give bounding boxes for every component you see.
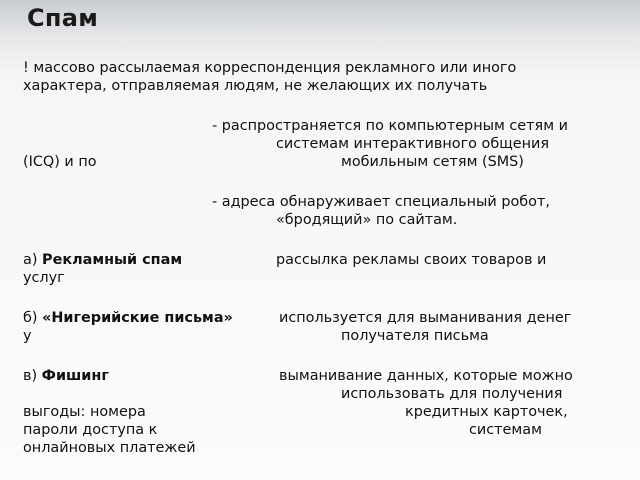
item-c-desc-2: использовать для получения [341,386,563,402]
item-c-prefix: в) [23,368,42,384]
item-b-desc-2a: у [23,328,32,344]
item-c-desc-4a: пароли доступа к [23,422,158,438]
definition-line-1: ! массово рассылаемая корреспонденция рекламного или иного [23,60,517,76]
item-b-heading [23,309,233,327]
slide-title: Спам [27,4,99,32]
bullet-1-line-3a: (ICQ) и по [23,154,97,170]
item-a-desc-1: рассылка рекламы своих товаров и [276,252,547,268]
item-c-desc-5: онлайновых платежей [23,440,196,456]
item-c-desc-4b: системам [469,422,542,438]
item-c-desc-1: выманивание данных, которые можно [279,368,573,384]
item-b-prefix: б) [23,310,43,326]
bullet-2-line-1: - адреса обнаруживает специальный робот, [212,194,550,210]
item-a-heading [23,251,182,269]
item-c-heading [23,367,109,385]
item-c-desc-3b: кредитных карточек, [405,404,568,420]
item-a-desc-2: услуг [23,270,65,286]
item-c-term: Фишинг [41,368,109,384]
item-c-desc-3a: выгоды: номера [23,404,146,420]
item-b-term: «Нигерийские письма» [42,310,233,326]
item-a-prefix: а) [23,252,43,268]
item-b-desc-2b: получателя письма [341,328,489,344]
bullet-1-line-2: системам интерактивного общения [276,136,550,152]
definition-line-2: характера, отправляемая людям, не желающих их получать [23,78,488,94]
bullet-1-line-1: - распространяется по компьютерным сетям и [212,118,568,134]
bullet-1-line-3b: мобильным сетям (SMS) [341,154,524,170]
item-a-term: Рекламный спам [42,252,183,268]
bullet-2-line-2: «бродящий» по сайтам. [276,212,458,228]
item-b-desc-1: используется для выманивания денег [279,310,572,326]
